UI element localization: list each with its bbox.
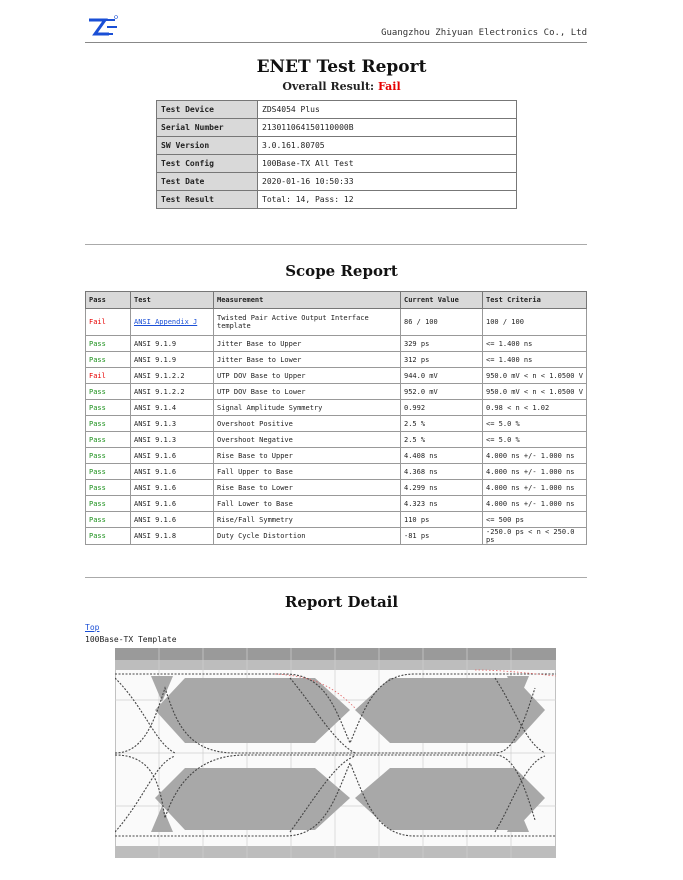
table-row — [86, 309, 587, 336]
info-row — [157, 173, 517, 191]
table-row — [86, 352, 587, 368]
overall-result — [0, 80, 683, 93]
cell-criteria: <= 1.400 ns — [483, 352, 587, 368]
cell-test: ANSI 9.1.4 — [131, 400, 214, 416]
cell-value: 944.0 mV — [401, 368, 483, 384]
report-detail-title: Report Detail — [284, 593, 399, 611]
table-row — [86, 528, 587, 545]
cell-test: ANSI 9.1.6 — [131, 448, 214, 464]
cell-test[interactable]: ANSI Appendix J — [131, 309, 214, 336]
cell-value: 312 ps — [401, 352, 483, 368]
cell-measurement: Rise Base to Upper — [214, 448, 401, 464]
cell-criteria: <= 500 ps — [483, 512, 587, 528]
table-row — [86, 448, 587, 464]
cell-test: ANSI 9.1.8 — [131, 528, 214, 545]
cell-criteria: <= 5.0 % — [483, 416, 587, 432]
report-title: ENET Test Report — [256, 57, 427, 77]
cell-measurement: Signal Amplitude Symmetry — [214, 400, 401, 416]
cell-test: ANSI 9.1.9 — [131, 336, 214, 352]
table-row — [86, 496, 587, 512]
cell-criteria: 4.000 ns +/- 1.000 ns — [483, 480, 587, 496]
cell-value: 110 ps — [401, 512, 483, 528]
cell-value: 4.299 ns — [401, 480, 483, 496]
cell-value: 86 / 100 — [401, 309, 483, 336]
page-header — [85, 14, 587, 43]
cell-value: 2.5 % — [401, 416, 483, 432]
cell-pass: Pass — [86, 464, 131, 480]
info-key: Serial Number — [157, 119, 258, 137]
section-divider — [85, 244, 587, 245]
info-key: Test Date — [157, 173, 258, 191]
cell-value: 0.992 — [401, 400, 483, 416]
table-row — [86, 384, 587, 400]
device-info-table — [156, 100, 517, 209]
info-value: 2020-01-16 10:50:33 — [258, 173, 517, 191]
cell-pass: Pass — [86, 432, 131, 448]
cell-measurement: Jitter Base to Upper — [214, 336, 401, 352]
eye-diagram-image — [115, 648, 556, 858]
cell-test: ANSI 9.1.6 — [131, 464, 214, 480]
cell-value: 329 ps — [401, 336, 483, 352]
scope-results-table — [85, 291, 587, 545]
cell-test: ANSI 9.1.6 — [131, 496, 214, 512]
table-row — [86, 464, 587, 480]
cell-pass: Pass — [86, 400, 131, 416]
info-value: 213011064150110000B — [258, 119, 517, 137]
cell-criteria: 950.0 mV < n < 1.0500 V — [483, 384, 587, 400]
table-row — [86, 480, 587, 496]
column-header: Test Criteria — [483, 292, 587, 309]
cell-measurement: Rise Base to Lower — [214, 480, 401, 496]
info-row — [157, 101, 517, 119]
overall-label: Overall Result: — [282, 80, 375, 93]
cell-measurement: UTP DOV Base to Lower — [214, 384, 401, 400]
column-header: Test — [131, 292, 214, 309]
cell-value: 4.323 ns — [401, 496, 483, 512]
cell-pass: Fail — [86, 309, 131, 336]
overall-value: Fail — [377, 80, 401, 93]
table-row — [86, 400, 587, 416]
table-row — [86, 368, 587, 384]
cell-pass: Pass — [86, 480, 131, 496]
info-value: Total: 14, Pass: 12 — [258, 191, 517, 209]
section-divider — [85, 577, 587, 578]
column-header: Measurement — [214, 292, 401, 309]
cell-pass: Fail — [86, 368, 131, 384]
table-header-row — [86, 292, 587, 309]
company-name: Guangzhou Zhiyuan Electronics Co., Ltd — [381, 28, 587, 38]
cell-criteria: 100 / 100 — [483, 309, 587, 336]
cell-value: 2.5 % — [401, 432, 483, 448]
zlg-logo-icon — [85, 14, 119, 40]
info-value: ZDS4054 Plus — [258, 101, 517, 119]
template-label: 100Base-TX Template — [85, 635, 177, 644]
cell-pass: Pass — [86, 416, 131, 432]
cell-measurement: Fall Lower to Base — [214, 496, 401, 512]
cell-pass: Pass — [86, 496, 131, 512]
cell-pass: Pass — [86, 448, 131, 464]
cell-test: ANSI 9.1.2.2 — [131, 384, 214, 400]
info-key: SW Version — [157, 137, 258, 155]
table-row — [86, 512, 587, 528]
cell-measurement: Twisted Pair Active Output Interface template — [214, 309, 401, 336]
cell-measurement: Duty Cycle Distortion — [214, 528, 401, 545]
cell-criteria: 4.000 ns +/- 1.000 ns — [483, 448, 587, 464]
cell-pass: Pass — [86, 336, 131, 352]
table-row — [86, 416, 587, 432]
cell-measurement: UTP DOV Base to Upper — [214, 368, 401, 384]
column-header: Current Value — [401, 292, 483, 309]
cell-pass: Pass — [86, 384, 131, 400]
cell-test: ANSI 9.1.6 — [131, 512, 214, 528]
cell-value: -81 ps — [401, 528, 483, 545]
cell-criteria: 4.000 ns +/- 1.000 ns — [483, 496, 587, 512]
info-row — [157, 155, 517, 173]
cell-test: ANSI 9.1.2.2 — [131, 368, 214, 384]
info-value: 3.0.161.80705 — [258, 137, 517, 155]
cell-measurement: Jitter Base to Lower — [214, 352, 401, 368]
info-row — [157, 119, 517, 137]
cell-measurement: Fall Upper to Base — [214, 464, 401, 480]
cell-value: 4.368 ns — [401, 464, 483, 480]
cell-criteria: 0.98 < n < 1.02 — [483, 400, 587, 416]
cell-pass: Pass — [86, 528, 131, 545]
info-key: Test Result — [157, 191, 258, 209]
info-row — [157, 191, 517, 209]
cell-test: ANSI 9.1.3 — [131, 416, 214, 432]
cell-test: ANSI 9.1.6 — [131, 480, 214, 496]
cell-criteria: <= 5.0 % — [483, 432, 587, 448]
info-key: Test Device — [157, 101, 258, 119]
info-value: 100Base-TX All Test — [258, 155, 517, 173]
cell-measurement: Rise/Fall Symmetry — [214, 512, 401, 528]
cell-measurement: Overshoot Negative — [214, 432, 401, 448]
table-row — [86, 336, 587, 352]
cell-measurement: Overshoot Positive — [214, 416, 401, 432]
info-row — [157, 137, 517, 155]
cell-test: ANSI 9.1.3 — [131, 432, 214, 448]
column-header: Pass — [86, 292, 131, 309]
top-link[interactable]: Top — [85, 623, 100, 632]
cell-criteria: -250.0 ps < n < 250.0 ps — [483, 528, 587, 545]
table-row — [86, 432, 587, 448]
cell-pass: Pass — [86, 512, 131, 528]
cell-criteria: 950.0 mV < n < 1.0500 V — [483, 368, 587, 384]
cell-criteria: 4.000 ns +/- 1.000 ns — [483, 464, 587, 480]
scope-report-title: Scope Report — [285, 262, 398, 280]
cell-test: ANSI 9.1.9 — [131, 352, 214, 368]
cell-criteria: <= 1.400 ns — [483, 336, 587, 352]
cell-pass: Pass — [86, 352, 131, 368]
cell-value: 952.0 mV — [401, 384, 483, 400]
info-key: Test Config — [157, 155, 258, 173]
cell-value: 4.408 ns — [401, 448, 483, 464]
